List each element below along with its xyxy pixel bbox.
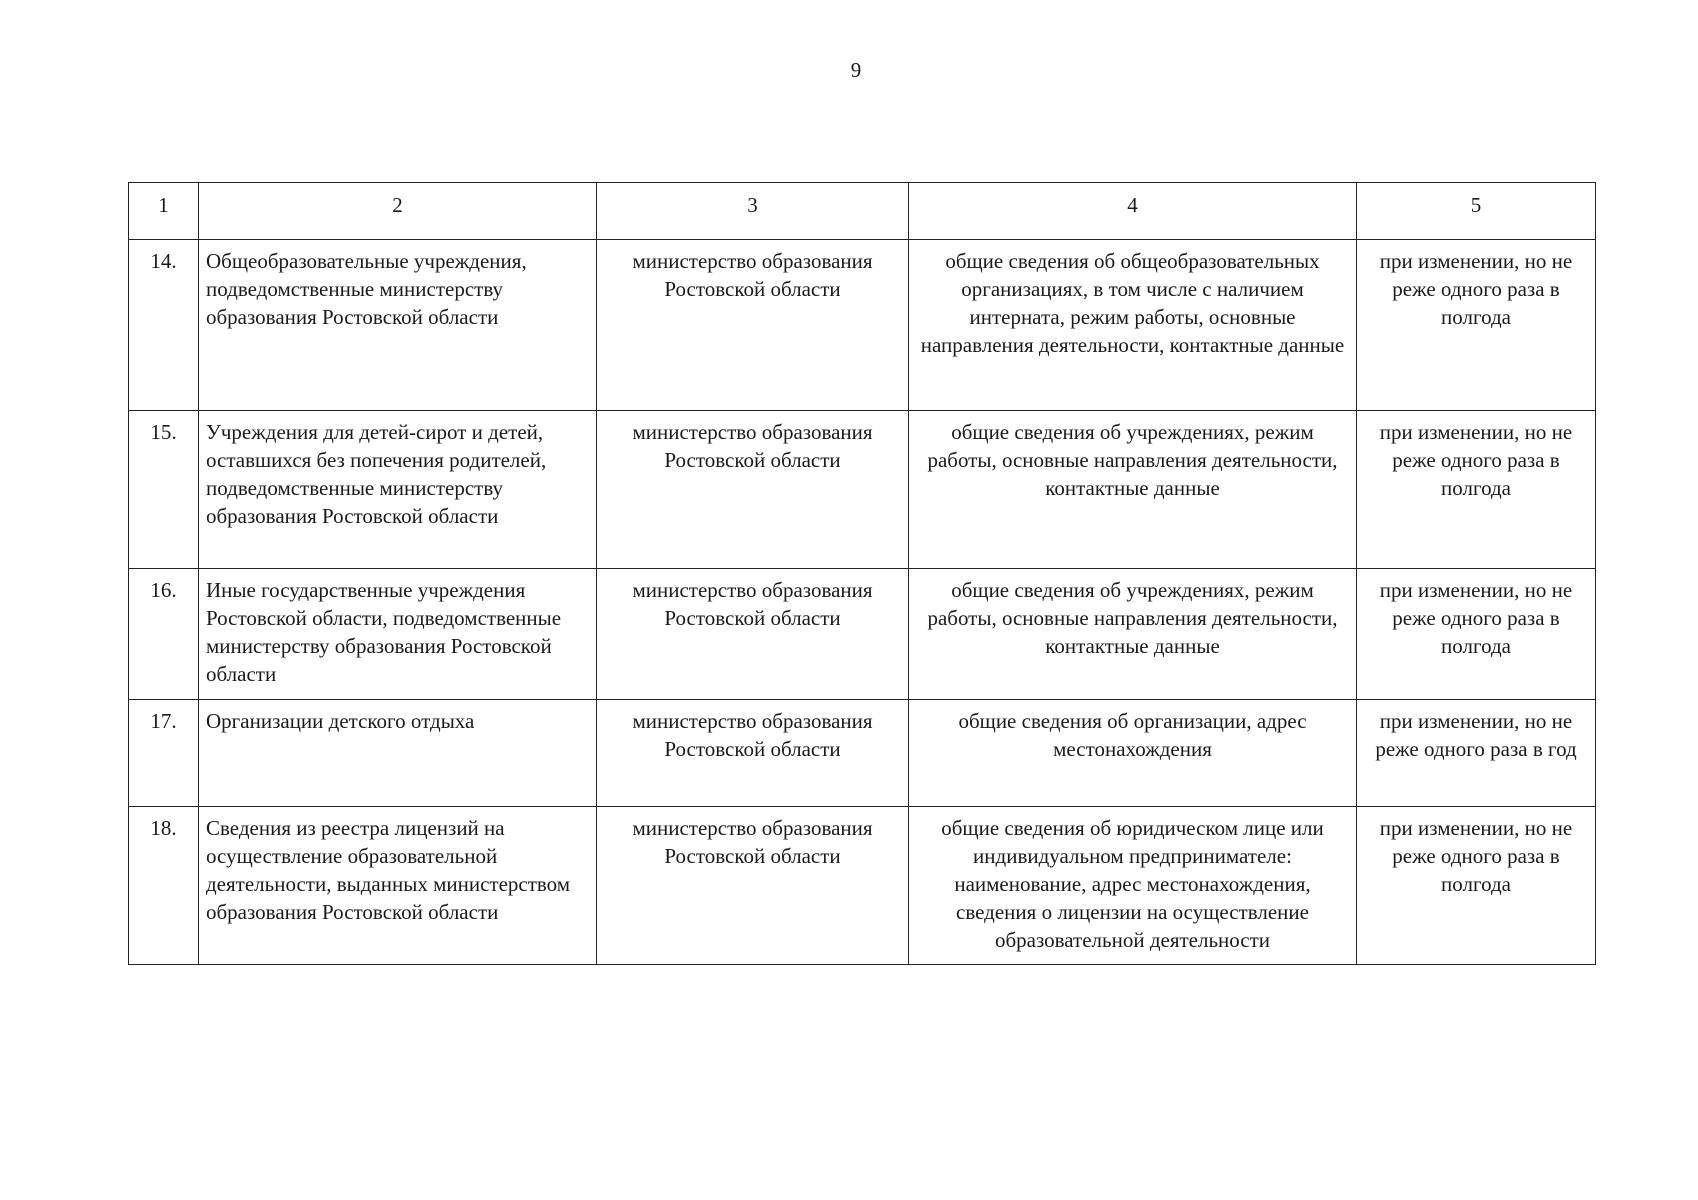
- row-frequency: при изменении, но не реже одного раза в полгода: [1357, 411, 1596, 569]
- row-authority: министерство образования Ростовской области: [597, 240, 909, 411]
- row-name: Учреждения для детей-сирот и детей, оставшихся без попечения родителей, подведомственные министерству образования Ростовской области: [199, 411, 597, 569]
- row-name: Общеобразовательные учреждения, подведомственные министерству образования Ростовской области: [199, 240, 597, 411]
- row-number: 15.: [129, 411, 199, 569]
- row-number: 14.: [129, 240, 199, 411]
- data-table: [128, 182, 1596, 965]
- row-frequency: при изменении, но не реже одного раза в полгода: [1357, 807, 1596, 965]
- table-row: [129, 700, 1596, 807]
- row-name: Организации детского отдыха: [199, 700, 597, 807]
- column-header: 3: [597, 183, 909, 240]
- row-authority: министерство образования Ростовской области: [597, 569, 909, 700]
- column-header: 4: [909, 183, 1357, 240]
- row-frequency: при изменении, но не реже одного раза в полгода: [1357, 569, 1596, 700]
- row-number: 17.: [129, 700, 199, 807]
- table-header-row: [129, 183, 1596, 240]
- row-number: 16.: [129, 569, 199, 700]
- row-authority: министерство образования Ростовской области: [597, 807, 909, 965]
- row-info: общие сведения об организации, адрес местонахождения: [909, 700, 1357, 807]
- row-authority: министерство образования Ростовской области: [597, 700, 909, 807]
- table-row: [129, 569, 1596, 700]
- column-header: 1: [129, 183, 199, 240]
- row-name: Сведения из реестра лицензий на осуществление образовательной деятельности, выданных министерством образования Ростовской области: [199, 807, 597, 965]
- row-number: 18.: [129, 807, 199, 965]
- row-frequency: при изменении, но не реже одного раза в полгода: [1357, 240, 1596, 411]
- row-name: Иные государственные учреждения Ростовской области, подведомственные министерству образования Ростовской области: [199, 569, 597, 700]
- row-info: общие сведения об учреждениях, режим работы, основные направления деятельности, контактные данные: [909, 411, 1357, 569]
- row-info: общие сведения об учреждениях, режим работы, основные направления деятельности, контактные данные: [909, 569, 1357, 700]
- row-info: общие сведения об общеобразовательных организациях, в том числе с наличием интерната, режим работы, основные направления деятельности, контактные данные: [909, 240, 1357, 411]
- row-frequency: при изменении, но не реже одного раза в год: [1357, 700, 1596, 807]
- row-info: общие сведения об юридическом лице или индивидуальном предпринимателе: наименование, адрес местонахождения, сведения о лицензии на осуществление образовательной деятельности: [909, 807, 1357, 965]
- table-row: [129, 240, 1596, 411]
- page-number: 9: [850, 58, 862, 82]
- table-row: [129, 807, 1596, 965]
- column-header: 2: [199, 183, 597, 240]
- column-header: 5: [1357, 183, 1596, 240]
- table-row: [129, 411, 1596, 569]
- row-authority: министерство образования Ростовской области: [597, 411, 909, 569]
